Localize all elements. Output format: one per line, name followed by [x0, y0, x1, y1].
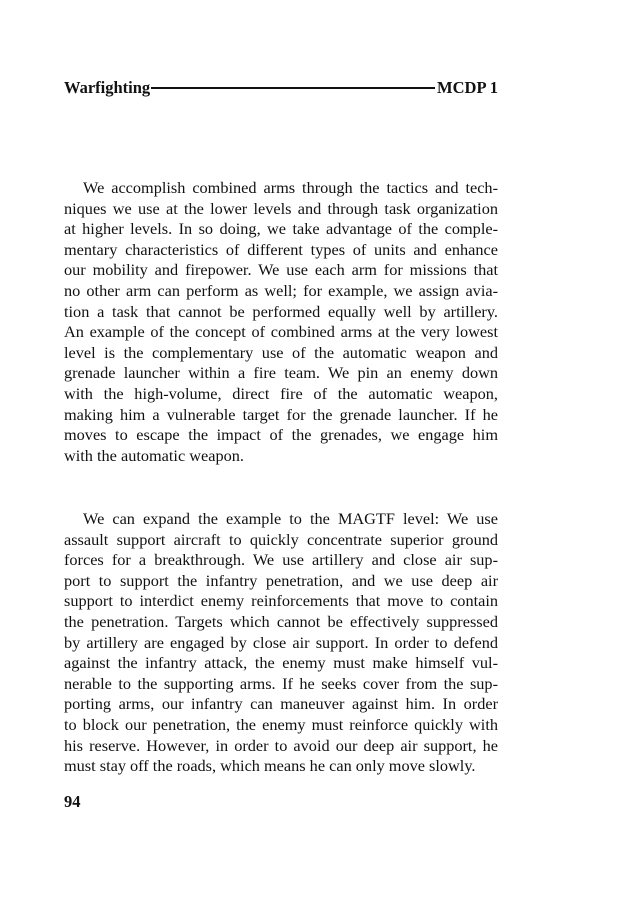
text-line: with the automatic weapon. — [64, 445, 244, 465]
text-line: against the infantry attack, the enemy must make himself vul- — [64, 653, 498, 673]
text-line: mentary characteristics of different types of units and enhance — [64, 239, 498, 259]
text-line: level is the complementary use of the automatic weapon and — [64, 342, 498, 362]
text-line: niques we use at the lower levels and through task organization — [64, 198, 498, 218]
text-line: moves to escape the impact of the grenades, we engage him — [64, 425, 498, 445]
paragraph-combined-arms-intro — [64, 178, 498, 466]
text-line: We can expand the example to the MAGTF level: We use — [83, 509, 498, 528]
header-rule — [151, 87, 435, 89]
text-line: making him a vulnerable target for the grenade launcher. If he — [64, 404, 498, 424]
text-line: the penetration. Targets which cannot be effectively suppressed — [64, 611, 498, 631]
paragraph-magtf-example — [64, 509, 498, 777]
text-line: An example of the concept of combined arms at the very lowest — [64, 322, 498, 342]
text-line: no other arm can perform as well; for example, we assign avia- — [64, 280, 498, 300]
text-line: We accomplish combined arms through the tactics and tech- — [83, 178, 498, 197]
text-line: nerable to the supporting arms. If he seeks cover from the sup- — [64, 673, 498, 693]
text-line: our mobility and firepower. We use each arm for missions that — [64, 260, 498, 280]
text-line: his reserve. However, in order to avoid our deep air support, he — [64, 735, 498, 755]
text-line: with the high-volume, direct fire of the automatic weapon, — [64, 383, 498, 403]
header-document-id: MCDP 1 — [437, 78, 498, 97]
text-line: support to interdict enemy reinforcements that move to contain — [64, 591, 498, 611]
text-line: at higher levels. In so doing, we take advantage of the comple- — [64, 219, 498, 239]
running-header — [64, 77, 498, 99]
text-line: by artillery are engaged by close air support. In order to defend — [64, 632, 498, 652]
text-line: tion a task that cannot be performed equally well by artillery. — [64, 301, 498, 321]
text-line: must stay off the roads, which means he can only move slowly. — [64, 756, 476, 776]
header-section-title: Warfighting — [64, 78, 151, 97]
text-line: port to support the infantry penetration, and we use deep air — [64, 570, 498, 590]
text-line: to block our penetration, the enemy must reinforce quickly with — [64, 714, 498, 734]
text-line: grenade launcher within a fire team. We pin an enemy down — [64, 363, 498, 383]
page-number: 94 — [64, 792, 81, 811]
text-line: forces for a breakthrough. We use artillery and close air sup- — [64, 550, 498, 570]
text-line: porting arms, our infantry can maneuver against him. In order — [64, 694, 498, 714]
text-line: assault support aircraft to quickly concentrate superior ground — [64, 529, 498, 549]
